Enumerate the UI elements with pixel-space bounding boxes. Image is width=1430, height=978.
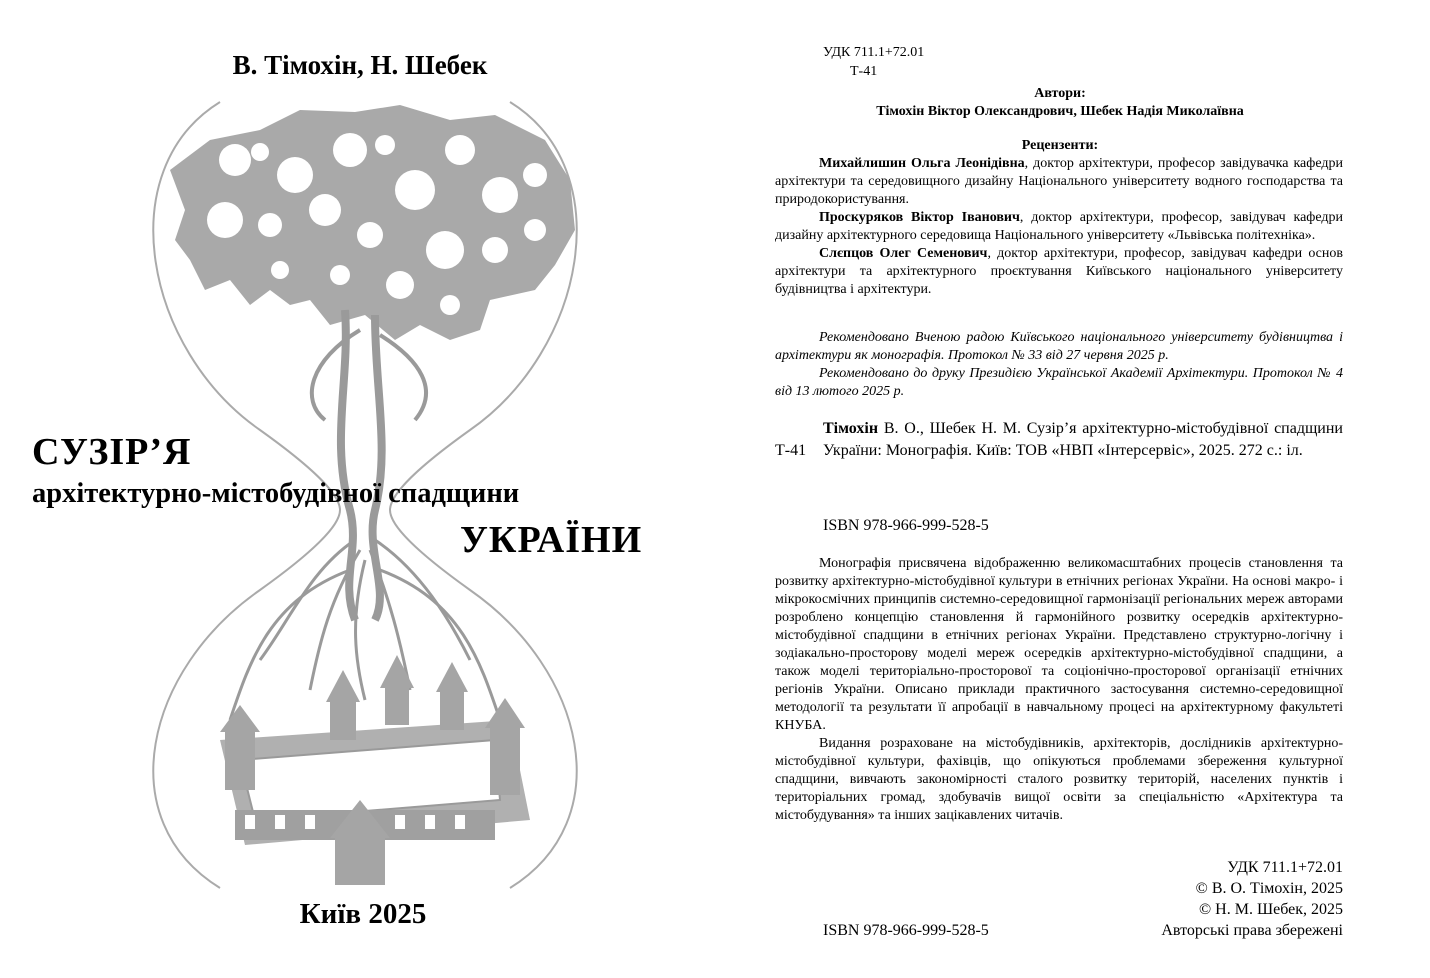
bbk-code: Т-41 bbox=[850, 64, 878, 79]
cover-city-year: Київ 2025 bbox=[299, 898, 427, 930]
rights-reserved: Авторські права збережені bbox=[1161, 922, 1343, 939]
isbn: ISBN 978-966-999-528-5 bbox=[823, 517, 989, 534]
cover-title-line2: архітектурно-містобудівної спадщини bbox=[32, 478, 520, 509]
reviewers-heading: Рецензенти: bbox=[1021, 138, 1099, 153]
reviewer-entry: Слєпцов Олег Семенович, доктор архітектури, професор, завідувач кафедри основ архітектури та архітектурного проєктування Київського національного університету будівництва і архітектури. bbox=[775, 246, 1343, 297]
fortress-drawing bbox=[220, 655, 530, 885]
copyright-timokhin: © В. О. Тімохін, 2025 bbox=[1195, 880, 1343, 897]
copyright-shebek: © Н. М. Шебек, 2025 bbox=[1199, 901, 1343, 918]
footer-udc: УДК 711.1+72.01 bbox=[1227, 859, 1343, 876]
recommendation-1: Рекомендовано Вченою радою Київського національного університету будівництва і архітектури як монографія. Протокол № 33 від 27 червня 2025 р. bbox=[775, 330, 1343, 363]
cover-title-line1: СУЗІР’Я bbox=[32, 431, 192, 473]
citation-code: Т-41 bbox=[775, 442, 807, 459]
reviewer-entry: Михайлишин Ольга Леонідівна, доктор архітектури, професор завідувачка кафедри архітектури та середовищного дизайну Національного університету водного господарства та природокористування. bbox=[775, 156, 1343, 207]
authors-names: Тімохін Віктор Олександрович, Шебек Надія Миколаївна bbox=[876, 104, 1244, 119]
abstract-paragraph-2: Видання розраховане на містобудівників, архітекторів, дослідників архітектурно-містобудівної культури, фахівців, що опікуються проблемами збереження культурної спадщини, вивчають закономірності сталого розвитку територій, населених пунктів і територіальних громад, здобувачів вищої освіти за спеціальністю «Архітектура та містобудування» та інших зацікавлених читачів. bbox=[775, 736, 1343, 823]
authors-heading: Автори: bbox=[1034, 86, 1086, 101]
reviewers-block bbox=[775, 155, 1343, 299]
reviewer-entry: Проскуряков Віктор Іванович, доктор архітектури, професор, завідувач кафедри дизайну архітектурного середовища Національного університету «Львівська політехніка». bbox=[775, 210, 1344, 243]
udc-code: УДК 711.1+72.01 bbox=[823, 45, 925, 60]
citation-text: Тімохін В. О., Шебек Н. М. Сузір’я архітектурно-містобудівної спадщини України: Монографія. Київ: ТОВ «НВП «Інтерсервіс», 2025. 272 с.: іл. bbox=[823, 420, 1343, 459]
recommendations-block bbox=[775, 329, 1343, 401]
abstract-block bbox=[775, 555, 1343, 825]
recommendation-2: Рекомендовано до друку Президією Української Академії Архітектури. Протокол № 4 від 13 лютого 2025 р. bbox=[775, 366, 1343, 399]
cover-authors: В. Тімохін, Н. Шебек bbox=[232, 50, 488, 80]
imprint-page bbox=[715, 0, 1430, 978]
abstract-paragraph-1: Монографія присвячена відображенню великомасштабних процесів становлення та розвитку архітектурно-містобудівної культури в етнічних регіонах України. На основі макро- і мікрокосмічних принципів системно-середовищної гармонізації регіональних мереж авторами розроблено концепцію становлення й гармонійного розвитку осередків архітектурно-містобудівної спадщини в етнічних регіонах України. Представлено структурно-логічну і зодіакально-просторову моделі мереж осередків архітектурно-містобудівної спадщини, а також моделі територіально-просторової та соціонічно-просторової організації етнічних регіонів України. Описано приклади практичного застосування системно-середовищної методології та результати її апробації в навчальному процесі на архітектурному факультеті КНУБА. bbox=[775, 556, 1343, 733]
footer-isbn: ISBN 978-966-999-528-5 bbox=[823, 922, 989, 939]
cover-title-line3: УКРАЇНИ bbox=[460, 519, 643, 561]
